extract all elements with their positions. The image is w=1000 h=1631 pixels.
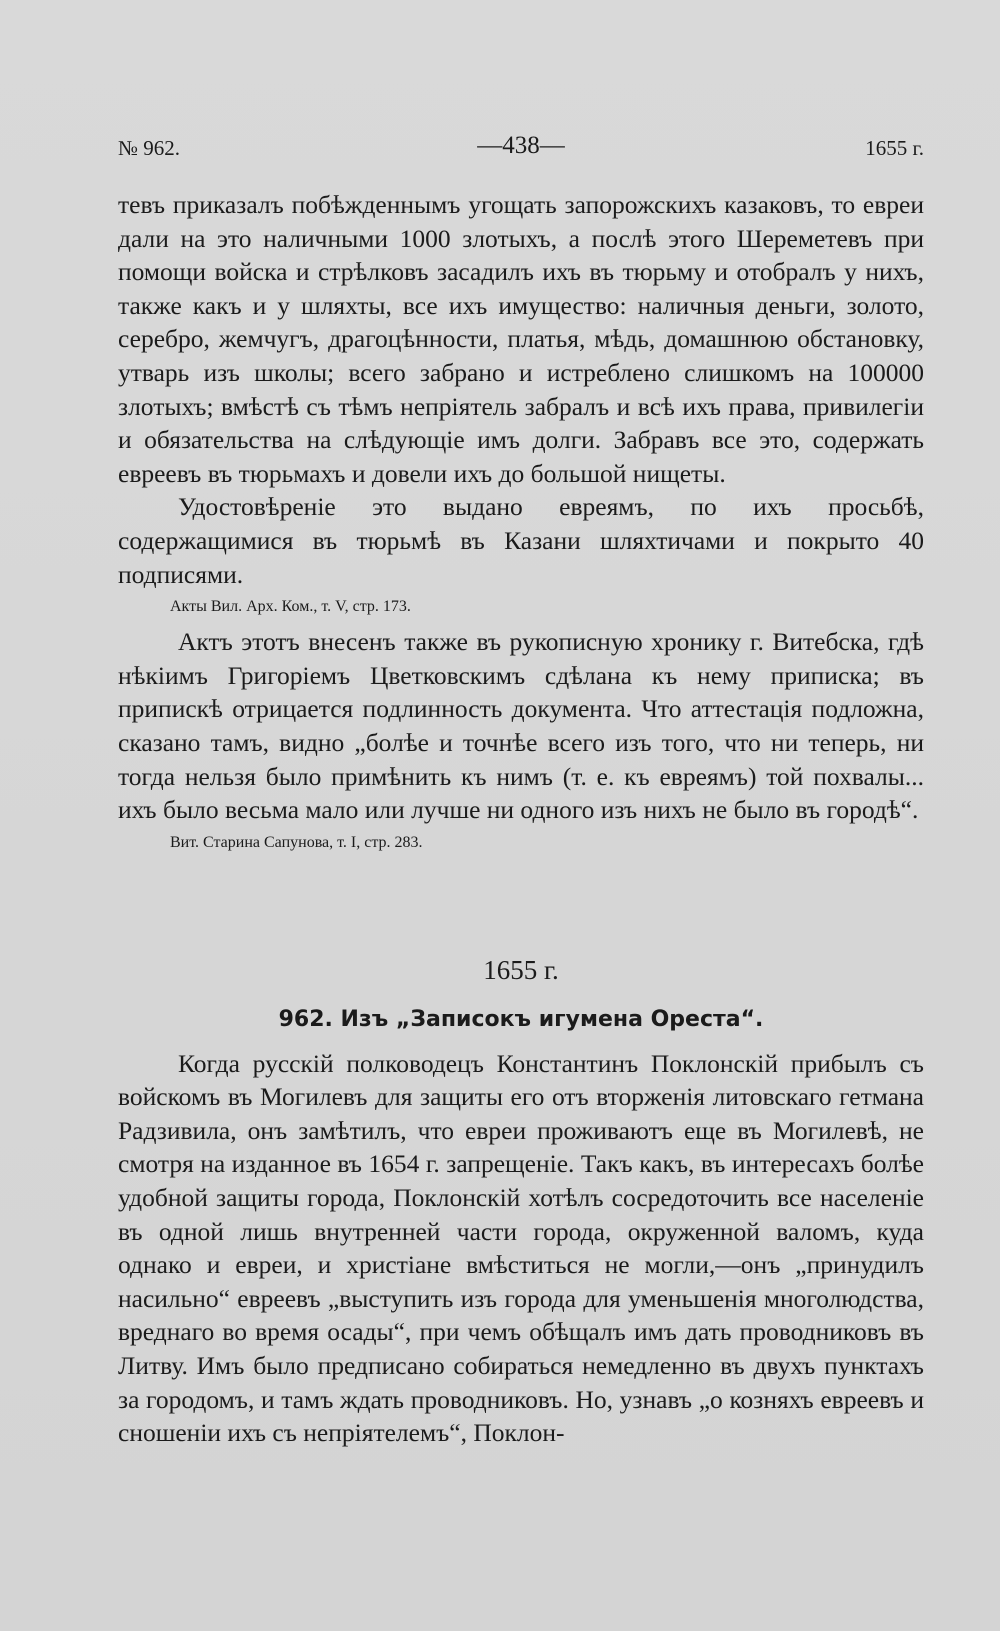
page-body — [118, 188, 924, 1450]
header-year: 1655 г. — [865, 136, 924, 160]
document-number: № 962. — [118, 136, 181, 160]
page-number: —438— — [477, 132, 565, 159]
document-title: 962. Изъ „Записокъ игумена Ореста“. — [278, 1006, 764, 1032]
page-header — [118, 132, 924, 166]
paragraph-chronicle: Актъ этотъ внесенъ также въ рукописную хронику г. Витебска, гдѣ нѣкіимъ Григоріемъ Цветковскимъ сдѣлана къ нему приписка; въ припискѣ отрицается подлинность документа. Что аттестація подложна, сказано тамъ, видно „болѣе и точнѣе всего изъ того, что ни теперь, ни тогда нельзя было примѣнить къ нимъ (т. е. къ евреямъ) той похвалы... ихъ было весьма мало или лучше ни одного изъ нихъ не было въ городѣ“. — [118, 627, 924, 825]
section-year-heading: 1655 г. — [483, 954, 559, 985]
paragraph-certificate: Удостовѣреніе это выдано евреямъ, по ихъ просьбѣ, содержащимися въ тюрьмѣ въ Казани шляхтичами и покрыто 40 подписями. — [118, 492, 924, 589]
paragraph-continuation: тевъ приказалъ побѣжденнымъ угощать запорожскихъ казаковъ, то евреи дали на это наличными 1000 злотыхъ, а послѣ этого Шереметевъ при помощи войска и стрѣлковъ засадилъ ихъ въ тюрьму и отобралъ у нихъ, также какъ и у шляхты, все ихъ имущество: наличныя деньги, золото, серебро, жемчугъ, драгоцѣнности, платья, мѣдь, домашнюю обстановку, утварь изъ школы; всего забрано и истреблено слишкомъ на 100000 злотыхъ; вмѣстѣ съ тѣмъ непріятель забралъ и всѣ ихъ права, привилегіи и обязательства на слѣдующіе имъ долги. Забравъ все это, содержать евреевъ въ тюрьмахъ и довели ихъ до большой нищеты. — [118, 190, 924, 488]
paragraph-orest-notes: Когда русскій полководецъ Константинъ Поклонскій прибылъ съ войскомъ въ Могилевъ для защиты его отъ вторженія литовскаго гетмана Радзивила, онъ замѣтилъ, что евреи проживаютъ еще въ Могилевѣ, не смотря на изданное въ 1654 г. запрещеніе. Такъ какъ, въ интересахъ болѣе удобной защиты города, Поклонскій хотѣлъ сосредоточить все населеніе въ одной лишь внутренней части города, окруженной валомъ, куда однако и евреи, и христіане вмѣститься не могли,—онъ „принудилъ насильно“ евреевъ „выступить изъ города для уменьшенія многолюдства, вреднаго во время осады“, при чемъ обѣщалъ имъ дать проводниковъ въ Литву. Имъ было предписано собираться немедленно въ двухъ пунктахъ за городомъ, и тамъ ждать проводниковъ. Но, узнавъ „о козняхъ евреевъ и сношеніи ихъ съ непріятелемъ“, Поклон- — [118, 1048, 924, 1448]
source-citation: Акты Вил. Арх. Ком., т. V, стр. 173. — [170, 598, 411, 616]
source-citation: Вит. Старина Сапунова, т. I, стр. 283. — [170, 833, 423, 851]
